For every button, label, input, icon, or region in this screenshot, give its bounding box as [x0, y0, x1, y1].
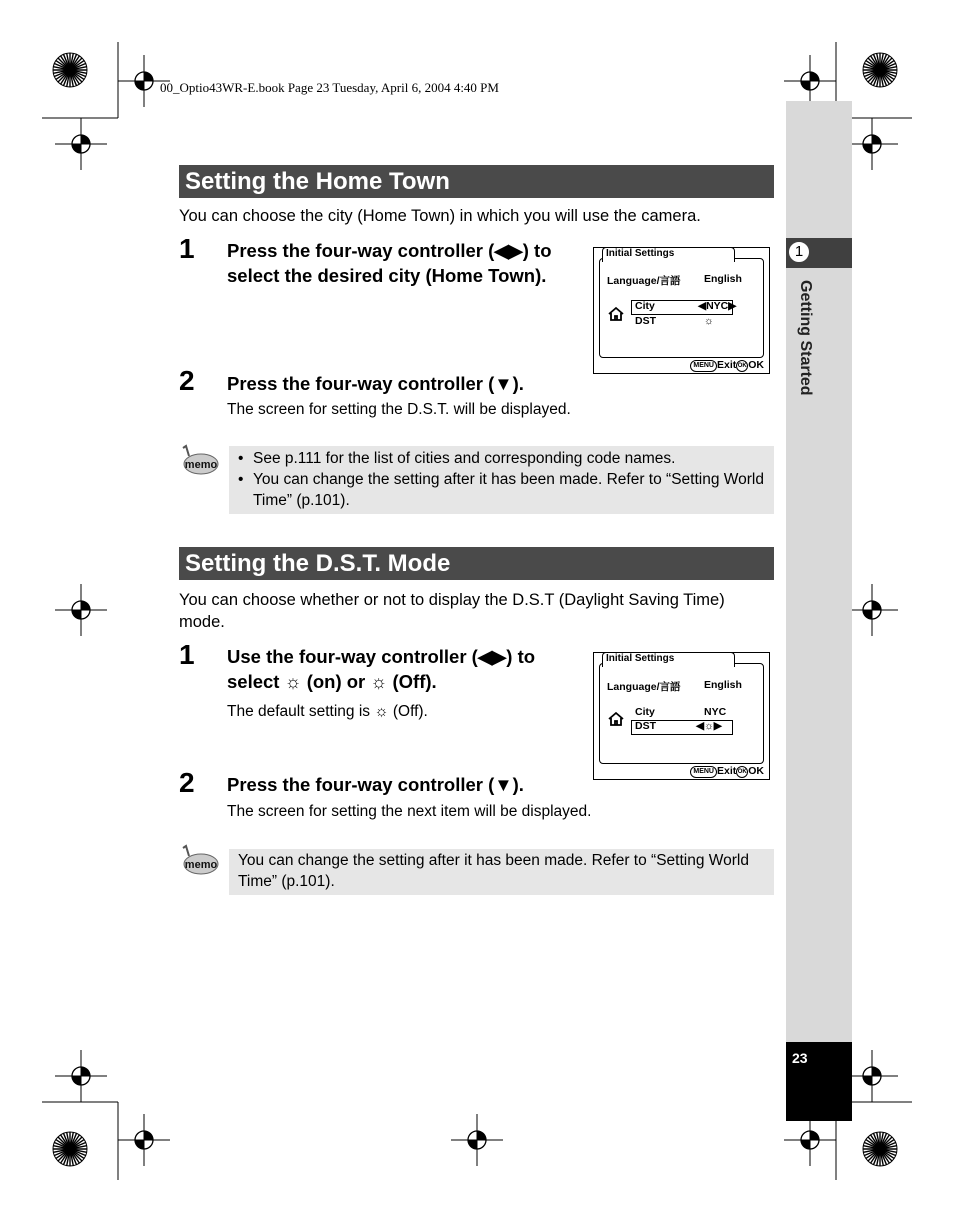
step-number: 1 — [179, 639, 195, 670]
lcd-dst-label: DST — [635, 315, 656, 327]
section-intro: You can choose the city (Home Town) in which you will use the camera. — [179, 207, 701, 225]
lcd-language-label: Language/言語 — [607, 681, 681, 693]
step-instruction: Press the four-way controller (◀▶) to select the desired city (Home Town). — [227, 240, 552, 286]
step-instruction: Press the four-way controller (▼). — [227, 774, 524, 795]
lcd-title: Initial Settings — [602, 247, 735, 262]
lcd-dst-value: ☼ — [704, 315, 714, 327]
section-intro: You can choose whether or not to display the D.S.T (Daylight Saving Time) mode. — [179, 591, 725, 631]
house-icon — [607, 306, 625, 322]
step-number: 2 — [179, 365, 195, 396]
lcd-dst-value: ◀☼▶ — [696, 720, 722, 732]
lcd-city-label: City — [635, 706, 655, 718]
lcd-city-value: NYC — [704, 706, 727, 718]
step-description: The screen for setting the D.S.T. will be displayed. — [227, 401, 571, 418]
step-description: The screen for setting the next item will be displayed. — [227, 803, 592, 820]
memo-icon — [180, 444, 220, 478]
memo-note — [229, 446, 774, 514]
chapter-label: Getting Started — [797, 280, 814, 396]
step-number: 1 — [179, 233, 195, 264]
menu-button-icon: MENU — [690, 766, 717, 778]
lcd-language-label: Language/言語 — [607, 275, 681, 287]
memo-item: • See p.111 for the list of cities and corresponding code names. — [229, 448, 764, 469]
svg-text:memo: memo — [184, 459, 218, 471]
menu-button-icon: MENU — [690, 360, 717, 372]
section-title-dst-mode: Setting the D.S.T. Mode — [179, 547, 774, 580]
camera-lcd-screen — [593, 247, 770, 374]
camera-lcd-screen — [593, 652, 770, 780]
file-header: 00_Optio43WR-E.book Page 23 Tuesday, April 6, 2004 4:40 PM — [160, 80, 499, 95]
lcd-city-value: ◀NYC▶ — [698, 300, 737, 312]
lcd-dst-label: DST — [635, 720, 656, 732]
house-icon — [607, 711, 625, 727]
step-description: The default setting is ☼ (Off). — [227, 703, 428, 720]
step-instruction: Press the four-way controller (▼). — [227, 373, 524, 394]
lcd-footer: MENU Exit OK OK — [690, 765, 764, 778]
step-instruction: Use the four-way controller (◀▶) to select ☼ (on) or ☼ (Off). — [227, 646, 536, 692]
ok-button-icon: OK — [736, 360, 748, 372]
ok-button-icon: OK — [736, 766, 748, 778]
svg-text:memo: memo — [184, 859, 218, 871]
section-title-home-town: Setting the Home Town — [179, 165, 774, 198]
step-number: 2 — [179, 767, 195, 798]
page-number: 23 — [792, 1050, 808, 1066]
memo-item: • You can change the setting after it has been made. Refer to “Setting World Time” (p.101). — [229, 469, 764, 511]
chapter-number: 1 — [788, 241, 810, 263]
memo-note: You can change the setting after it has been made. Refer to “Setting World Time” (p.101). — [229, 849, 774, 895]
lcd-title: Initial Settings — [602, 652, 735, 667]
memo-icon — [180, 844, 220, 878]
lcd-language-value: English — [704, 273, 742, 285]
lcd-language-value: English — [704, 679, 742, 691]
lcd-city-label: City — [635, 300, 655, 312]
lcd-footer: MENU Exit OK OK — [690, 359, 764, 372]
